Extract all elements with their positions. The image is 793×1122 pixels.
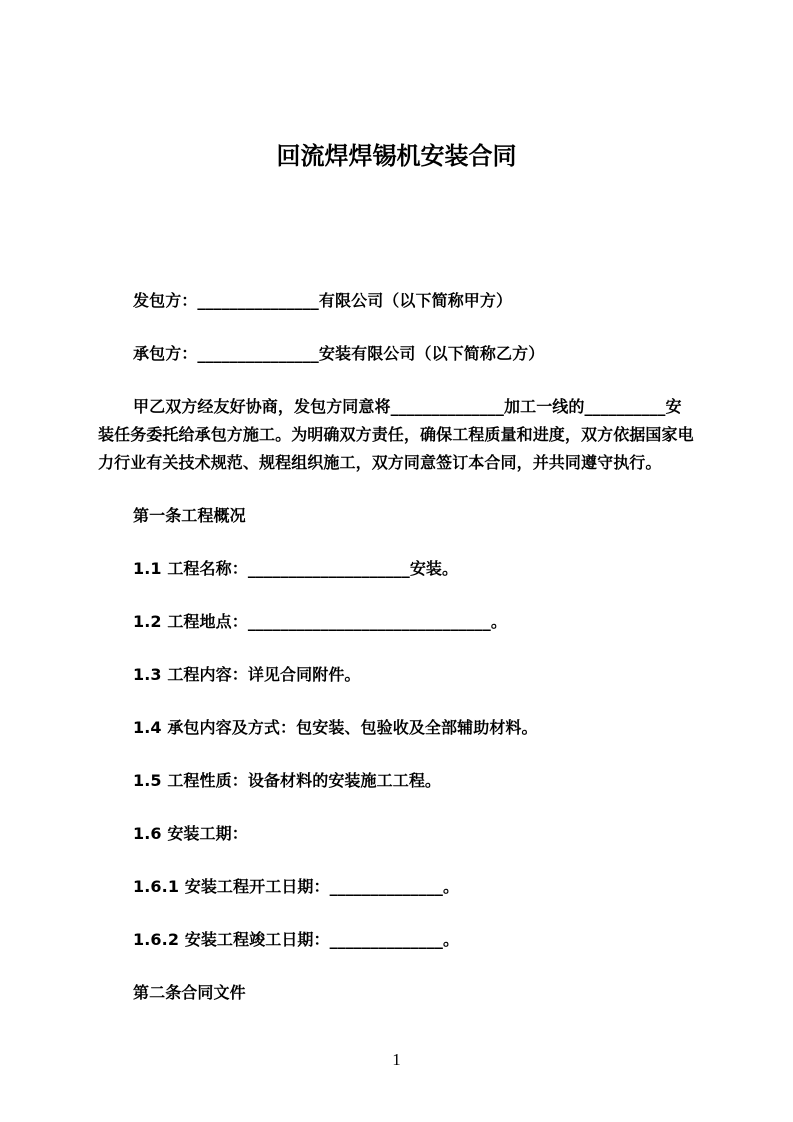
clause-1-5: 1.5 工程性质：设备材料的安装施工工程。 [133,771,442,790]
clause-1-6-1: 1.6.1 安装工程开工日期：______________。 [133,877,460,896]
clause-1-3: 1.3 工程内容：详见合同附件。 [133,665,361,684]
preamble-paragraph: 甲乙双方经友好协商，发包方同意将______________加工一线的__________安装任务委托给承包方施工。为明确双方责任，确保工程质量和进度，双方依据国家电力行业有关技术规范、规程组织施工，双方同意签订本合同，并共同遵守执行。 [98,397,694,472]
party-employer-line: 发包方：_______________有限公司（以下简称甲方） [133,291,513,310]
clause-1-1: 1.1 工程名称：____________________安装。 [133,559,459,578]
section-2-heading: 第二条合同文件 [133,983,246,1002]
clause-1-6: 1.6 安装工期： [133,824,248,843]
section-1-heading: 第一条工程概况 [133,506,246,525]
clause-1-2: 1.2 工程地点：______________________________。 [133,612,507,631]
party-contractor-line: 承包方：_______________安装有限公司（以下简称乙方） [133,344,545,363]
clause-1-4: 1.4 承包内容及方式：包安装、包验收及全部辅助材料。 [133,718,538,737]
page-number: 1 [392,1050,401,1069]
document-title: 回流焊焊锡机安装合同 [276,142,517,170]
clause-1-6-2: 1.6.2 安装工程竣工日期：______________。 [133,930,460,949]
